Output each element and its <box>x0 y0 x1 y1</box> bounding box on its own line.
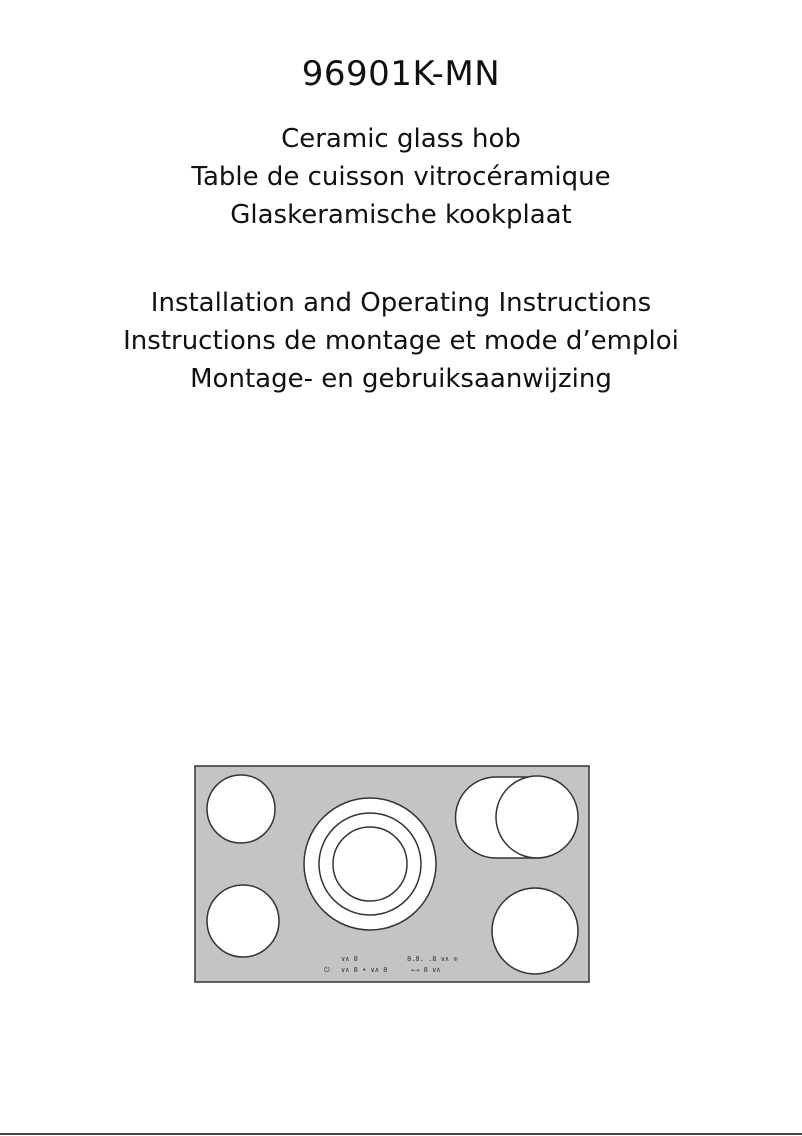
manual-title-fr: Instructions de montage et mode d’emploi <box>123 326 679 356</box>
product-title-nl: Glaskeramische kookplaat <box>230 200 572 230</box>
bottom-rule <box>0 1133 802 1135</box>
cooking-zone-bottom-right <box>492 888 578 974</box>
model-number: 96901K-MN <box>301 54 501 94</box>
product-title-fr: Table de cuisson vitrocéramique <box>191 162 611 192</box>
cooking-zone-bottom-left <box>207 885 279 957</box>
product-title-en: Ceramic glass hob <box>281 124 521 154</box>
cooking-zone-top-left <box>207 775 275 843</box>
control-row-1-right: 8.8. .8 ∨∧ ⊙ <box>407 955 458 963</box>
control-row-2-right: ←→ 8 ∨∧ <box>411 966 441 974</box>
hob-illustration <box>194 765 590 983</box>
cooking-zone-center-inner <box>333 827 407 901</box>
control-row-1-left: ∨∧ 8 <box>341 955 358 963</box>
manual-title-nl: Montage- en gebruiksaanwijzing <box>190 364 612 394</box>
control-row-2-middle: ∨∧ 8 • ∨∧ 8 <box>341 966 388 974</box>
control-power-symbol: ⏻ <box>324 966 330 974</box>
cooking-zone-top-right <box>496 776 578 858</box>
manual-title-en: Installation and Operating Instructions <box>150 288 652 318</box>
